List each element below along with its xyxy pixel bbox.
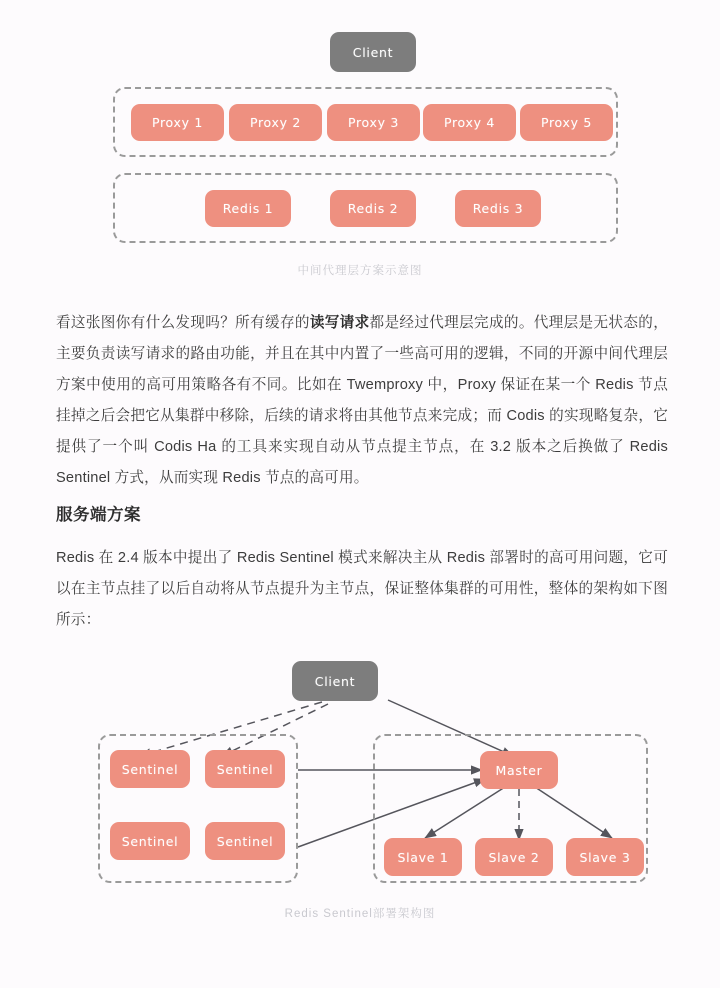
figure1-redis-node-2: Redis 2 (330, 190, 416, 227)
paragraph1-bold-readwrite: 读写请求 (309, 315, 370, 331)
figure1-diagram (0, 0, 720, 260)
figure2-diagram (0, 652, 720, 902)
figure1-proxy-node-4: Proxy 4 (423, 104, 516, 141)
figure2-caption: Redis Sentinel部署架构图 (284, 908, 436, 920)
figure1-client-node: Client (330, 32, 416, 72)
figure1-proxy-node-2: Proxy 2 (229, 104, 322, 141)
figure2-slave-node-1: Slave 1 (384, 838, 462, 876)
figure1-proxy-node-3: Proxy 3 (327, 104, 420, 141)
figure-proxy-layer (0, 0, 720, 277)
figure1-caption: 中间代理层方案示意图 (297, 265, 423, 277)
figure1-redis-node-1: Redis 1 (205, 190, 291, 227)
figure1-proxy-node-5: Proxy 5 (520, 104, 613, 141)
figure1-redis-node-3: Redis 3 (455, 190, 541, 227)
figure2-client-node: Client (292, 661, 378, 701)
figure-redis-sentinel (0, 652, 720, 920)
paragraph1-text-part1: 看这张图你有什么发现吗？所有缓存的 (56, 315, 310, 331)
figure2-sentinel-node-3: Sentinel (110, 822, 190, 860)
paragraph1-text-part2: 都是经过代理层完成的。代理层是无状态的，主要负责读写请求的路由功能，并且在其中内置了一些高可用的逻辑，不同的开源中间代理层方案中使用的高可用策略各有不同。比如在 Twemproxy 中，Proxy 保证在某一个 Redis 节点挂掉之后会把它从集群中移除，后续的请求将由其他节点来完成；而 Codis 的实现略复杂，它提供了一个叫 Codis Ha 的工具来实现自动从节点提主节点，在 3.2 版本之后换做了 Redis Sentinel 方式，从而实现 Redis 节点的高可用。 (56, 315, 668, 486)
figure1-proxy-node-1: Proxy 1 (131, 104, 224, 141)
figure2-sentinel-node-2: Sentinel (205, 750, 285, 788)
figure2-slave-node-3: Slave 3 (566, 838, 644, 876)
paragraph-proxy-explanation (56, 308, 668, 494)
figure2-sentinel-node-1: Sentinel (110, 750, 190, 788)
heading-server-side-solution: 服务端方案 (56, 506, 141, 524)
paragraph-sentinel-intro: Redis 在 2.4 版本中提出了 Redis Sentinel 模式来解决主从 Redis 部署时的高可用问题，它可以在主节点挂了以后自动将从节点提升为主节点，保证整体集群的可用性，整体的架构如下图所示： (56, 550, 668, 628)
figure2-sentinel-node-4: Sentinel (205, 822, 285, 860)
figure2-slave-node-2: Slave 2 (475, 838, 553, 876)
figure2-master-node: Master (480, 751, 558, 789)
